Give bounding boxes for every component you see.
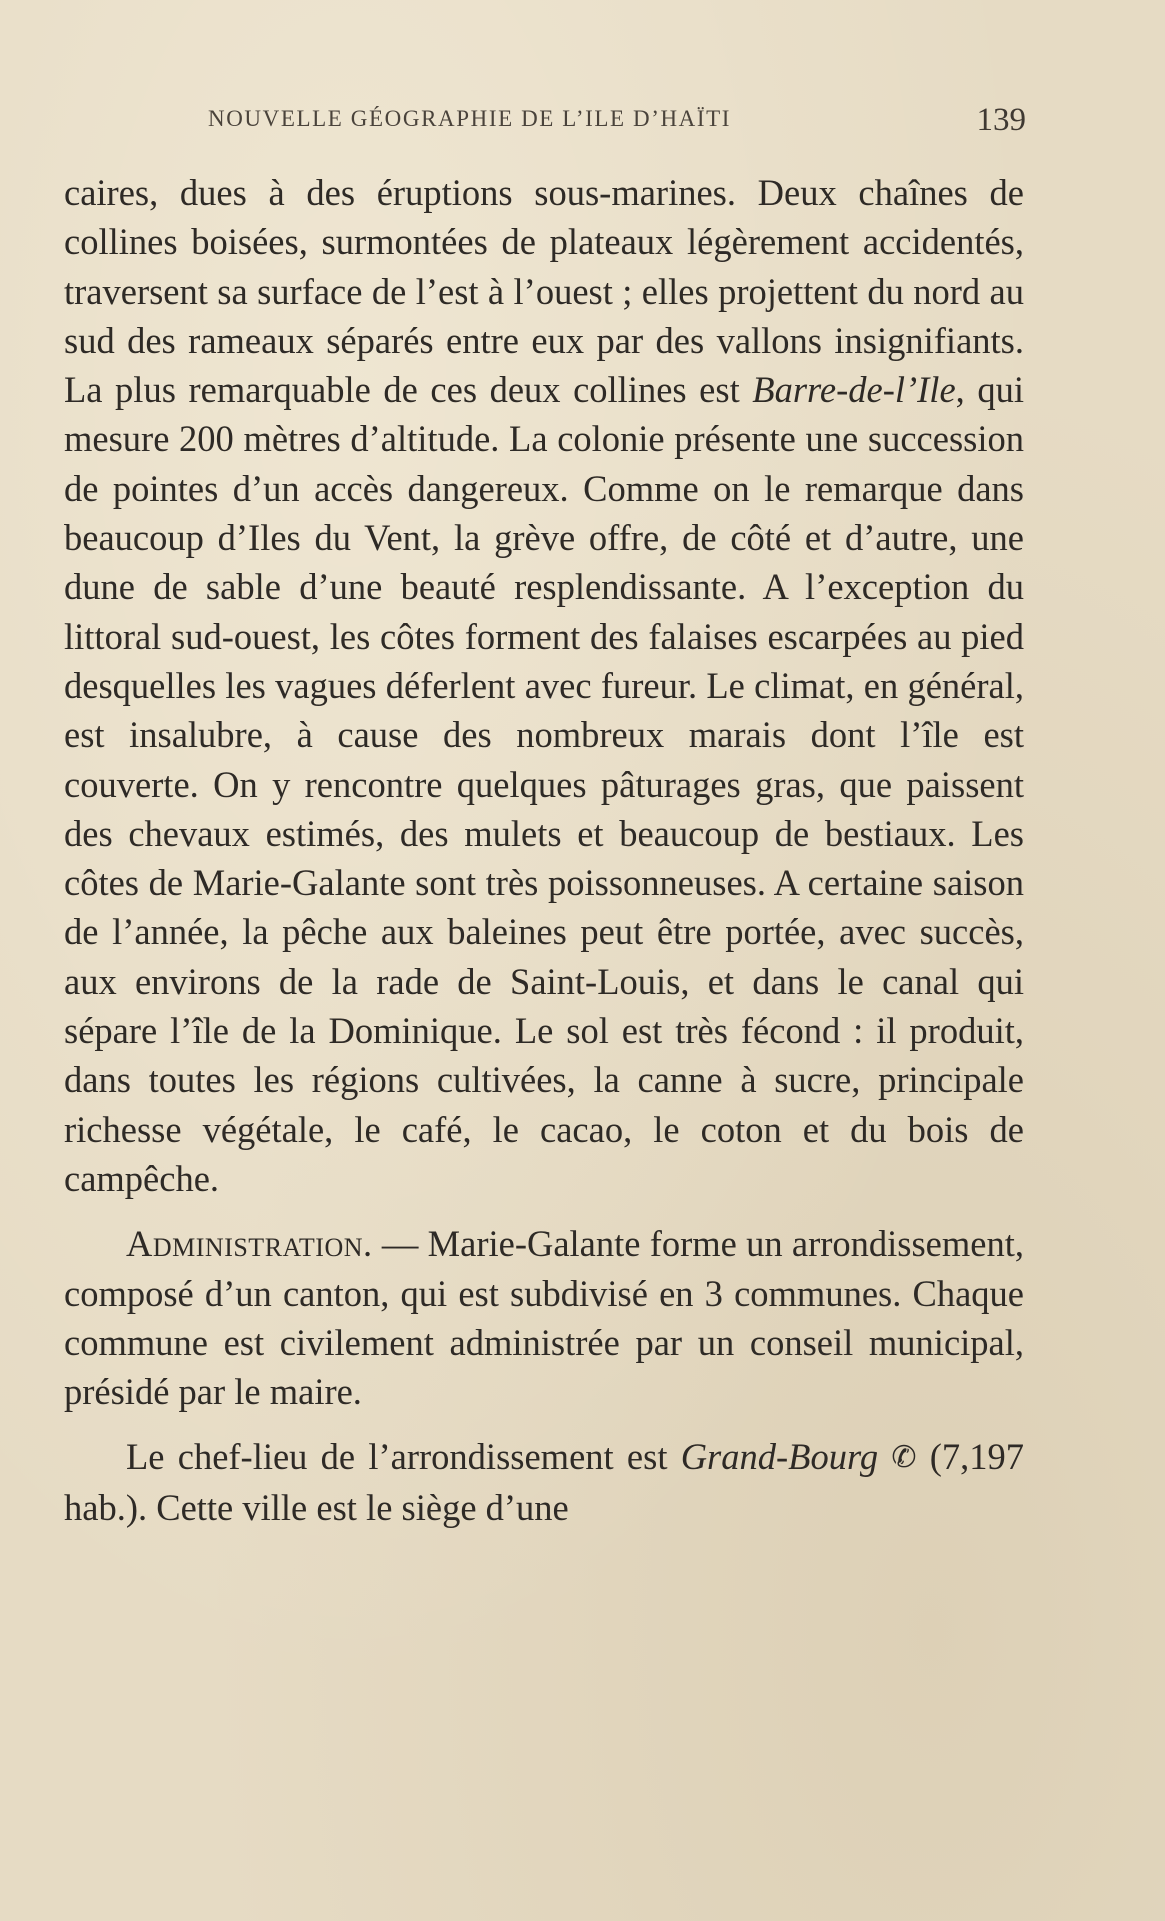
section-heading-administration: Administration.	[126, 1223, 373, 1265]
paragraph-chef-lieu	[64, 1432, 1024, 1532]
para3-start: Le chef-lieu de l’arrondissement est	[126, 1436, 681, 1478]
paragraph-description	[64, 168, 1024, 1203]
telegraph-symbol-icon: ✆	[891, 1441, 917, 1475]
text-block	[64, 168, 1024, 1532]
para3-rest: (7,197 hab.). Cette ville est le siège d’une	[64, 1436, 1024, 1528]
para1-text: caires, dues à des éruptions sous-marines. Deux chaînes de collines boisées, surmontées de plateaux légèrement accidentés, traversent sa surface de l’est à l’ouest ; elles projettent du nord au sud des rameaux séparés entre eux par des vallons insignifiants. La plus remarquable de ces deux collines est	[64, 172, 1024, 411]
paragraph-administration	[64, 1219, 1024, 1416]
running-head	[208, 102, 1026, 146]
place-name-grand-bourg: Grand-Bourg	[680, 1436, 879, 1478]
page-number: 139	[976, 102, 1026, 138]
place-name-barre-de-lile: Barre-de-l’Ile	[752, 369, 956, 411]
running-title: NOUVELLE GÉOGRAPHIE DE L’ILE D’HAÏTI	[208, 106, 732, 131]
para2-text: — Marie-Galante forme un arrondissement, composé d’un canton, qui est subdivisé en 3 communes. Chaque commune est civilement administrée par un conseil municipal, présidé par le maire.	[64, 1223, 1024, 1413]
para1-rest: , qui mesure 200 mètres d’altitude. La colonie présente une succession de pointes d’un accès dangereux. Comme on le remarque dans beaucoup d’Iles du Vent, la grève offre, de côté et d’autre, une dune de sable d’une beauté resplendissante. A l’exception du littoral sud-ouest, les côtes forment des falaises escarpées au pied desquelles les vagues déferlent avec fureur. Le climat, en général, est insalubre, à cause des nombreux marais dont l’île est couverte. On y rencontre quelques pâturages gras, que paissent des chevaux estimés, des mulets et beaucoup de bestiaux. Les côtes de Marie-Galante sont très poissonneuses. A certaine saison de l’année, la pêche aux baleines peut être portée, avec succès, aux environs de la rade de Saint-Louis, et dans le canal qui sépare l’île de la Dominique. Le sol est très fécond : il produit, dans toutes les régions cultivées, la canne à sucre, principale richesse végétale, le café, le cacao, le coton et du bois de campêche.	[64, 369, 1024, 1199]
